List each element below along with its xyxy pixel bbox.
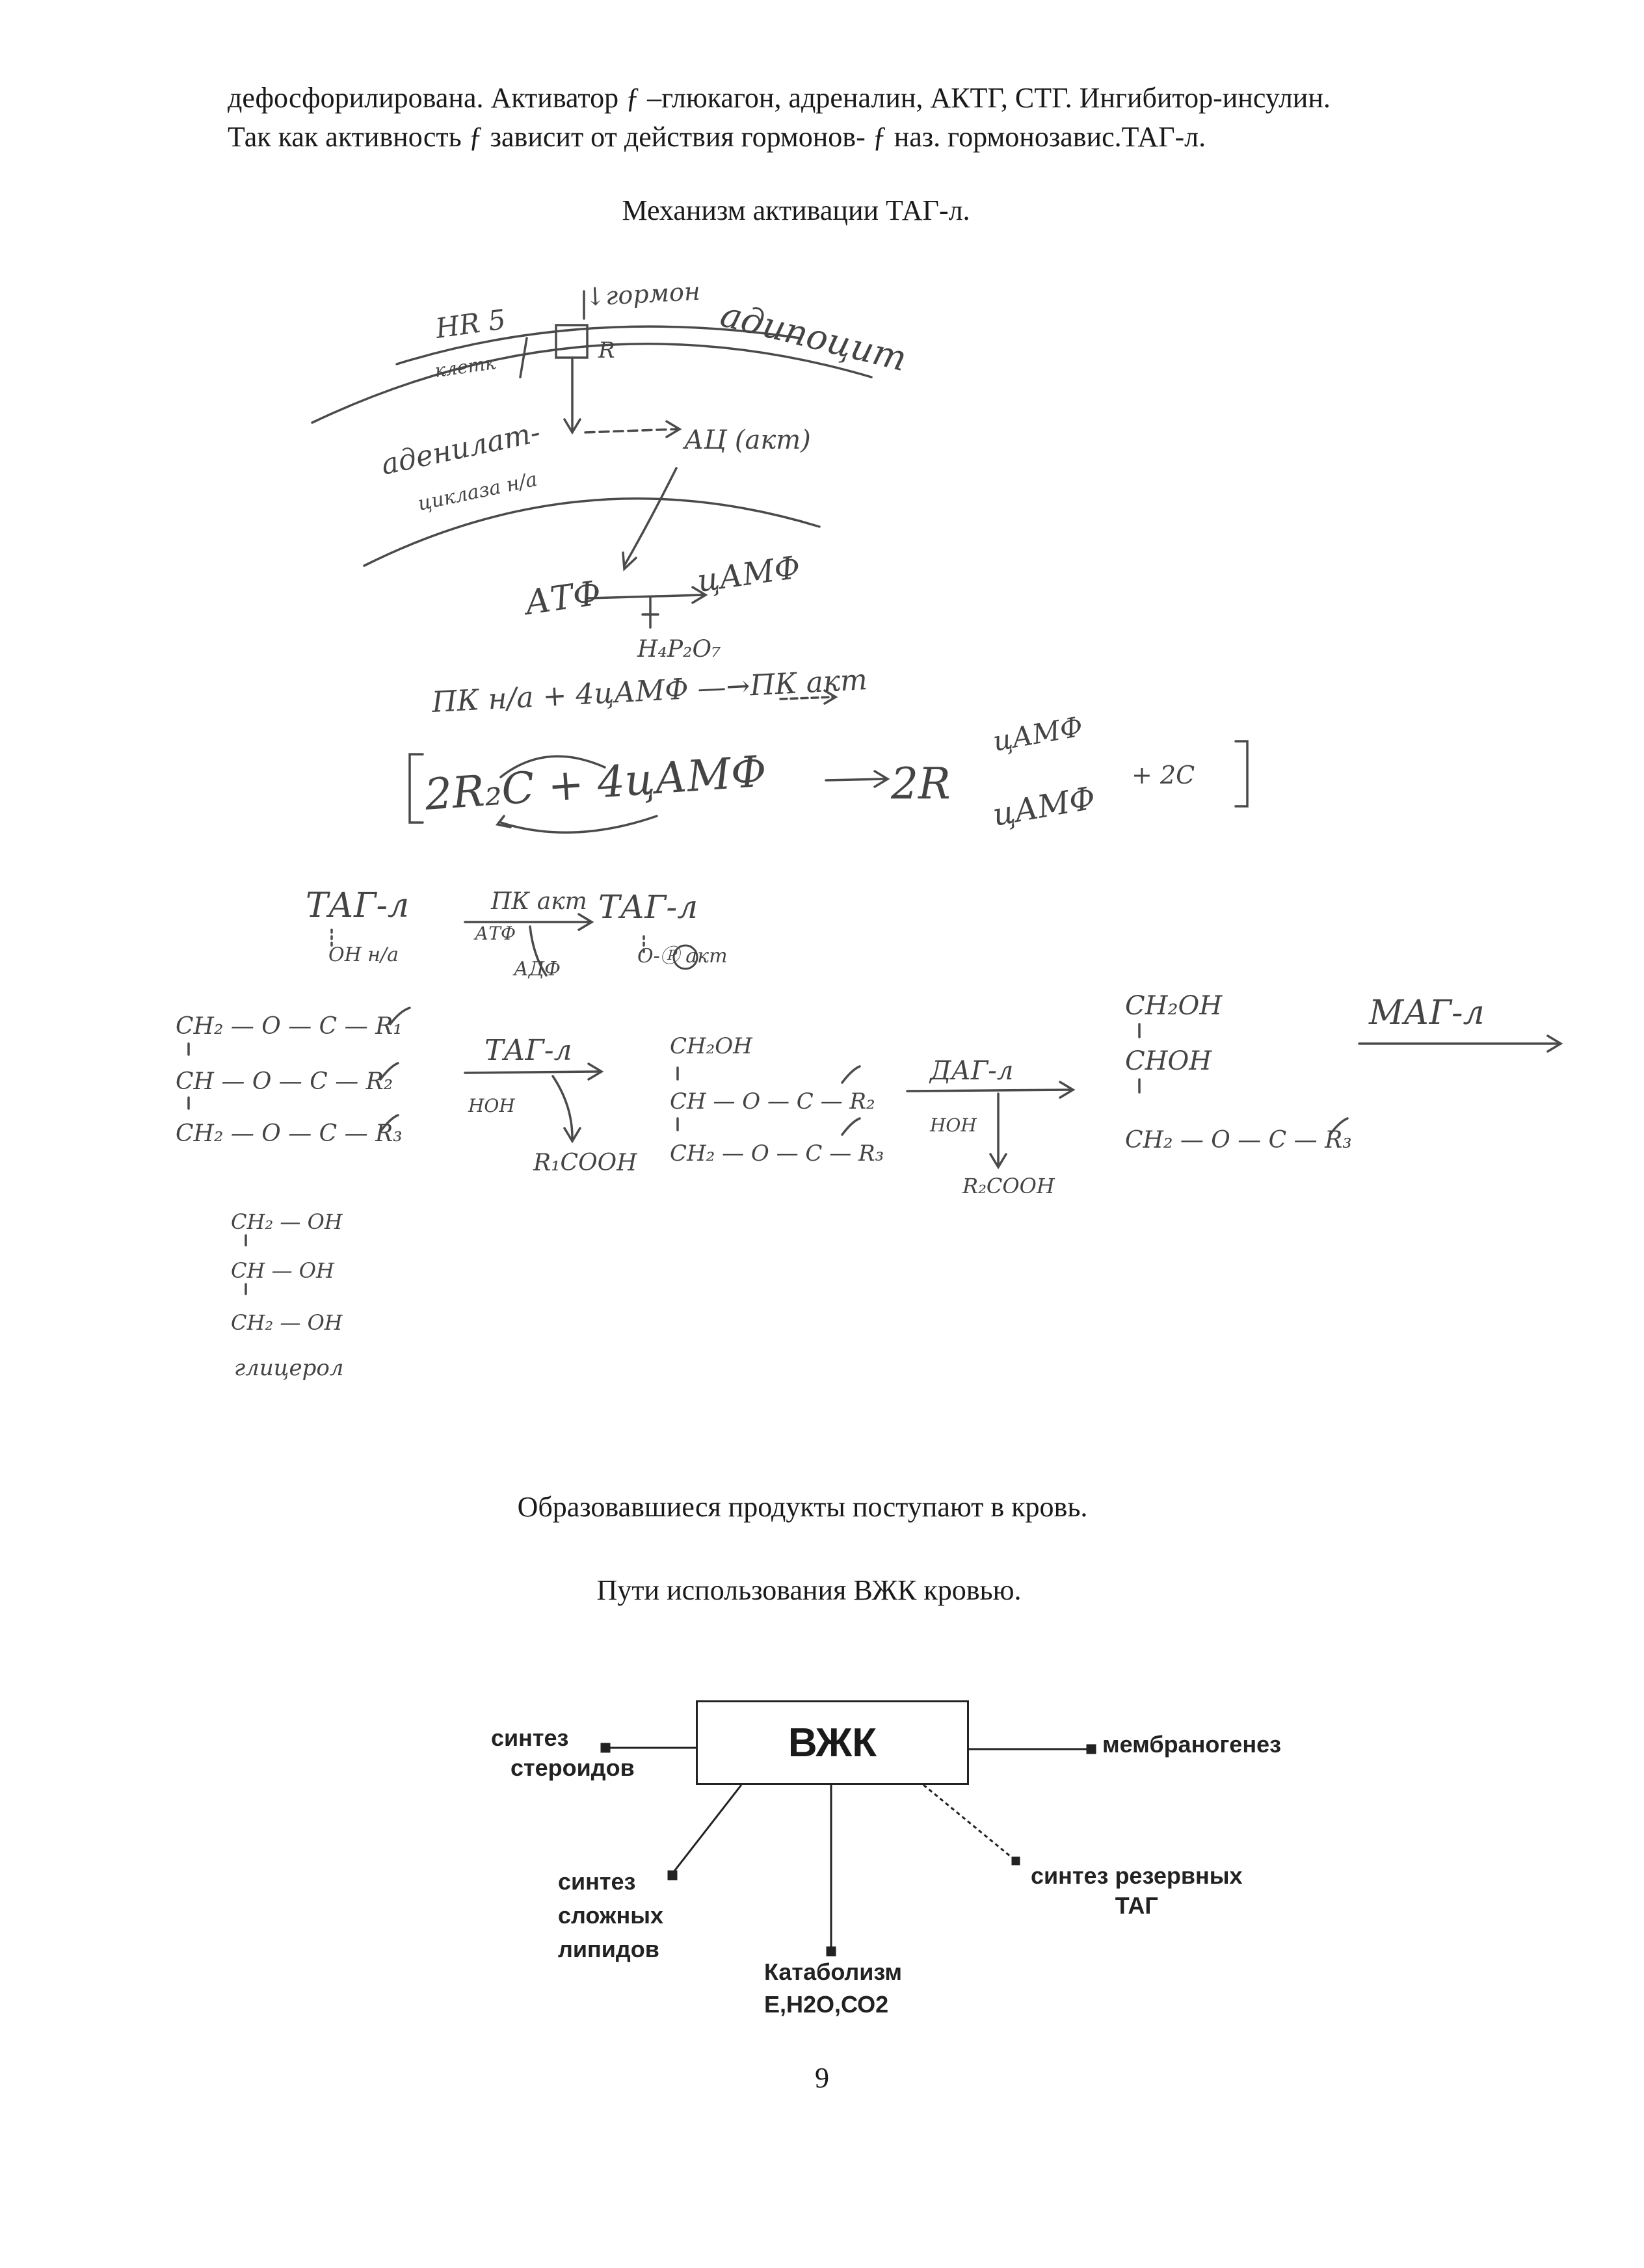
hw-mag-row1: CH₂OH: [1125, 991, 1223, 1021]
hw-oh-na: ОН н/а: [328, 943, 399, 966]
hw-tag-l: ТАГ-л: [306, 886, 410, 925]
hw-pk-eq: ПК н/а + 4цАМФ —→ПК акт: [431, 663, 869, 719]
hw-arrow1-top: ТАГ-л: [484, 1034, 572, 1067]
hw-arrow2-bot: НОН: [930, 1114, 977, 1136]
hw-camp-top: цАМФ: [990, 710, 1085, 758]
diag-membrane: [1102, 1730, 1281, 1760]
diag-complex-line3: липидов: [558, 1936, 659, 1962]
hw-gly-row1: CH₂ — OH: [231, 1209, 343, 1234]
ffa-title: Пути использования ВЖК кровью.: [596, 1574, 1022, 1606]
diag-reserve: [1031, 1861, 1243, 1921]
diag-membrane-line: мембраногенез: [1102, 1731, 1281, 1758]
diag-steroids-line1: синтез: [491, 1724, 569, 1751]
hw-h4p2o7: Н₄Р₂О₇: [637, 636, 721, 663]
hw-2r: 2R: [891, 759, 951, 809]
hw-r1cooh: R₁COOH: [533, 1150, 637, 1176]
left-bracket: [410, 754, 423, 823]
paragraph-line-2: Так как активность ƒ зависит от действия гормонов- ƒ наз. гормонозавис.ТАГ-л.: [228, 121, 1206, 153]
hw-camp: цАМФ: [695, 549, 802, 600]
cell-membrane-curve: [312, 344, 871, 423]
hw-pk-act: ПК акт: [491, 888, 587, 915]
hw-r2cooh: R₂COOH: [962, 1174, 1055, 1198]
hw-o-p-act: О-Ⓟ акт: [637, 945, 728, 968]
hw-hormone: ↓гормон: [584, 276, 701, 311]
hw-cell: клетк: [433, 352, 497, 382]
diag-steroids-line2: стероидов: [510, 1754, 635, 1781]
hw-tag-l2: ТАГ-л: [598, 888, 698, 926]
hw-tag-row3: CH₂ — O — C — R₃: [176, 1120, 403, 1147]
hw-camp-bottom: цАМФ: [990, 780, 1098, 834]
mechanism-title: Механизм активации ТАГ-л.: [622, 194, 970, 226]
diag-complex-line2: сложных: [558, 1902, 663, 1929]
hw-big-left: 2R₂C + 4цАМФ: [423, 746, 769, 820]
hw-gly-row3: CH₂ — OH: [231, 1310, 343, 1335]
hw-tag-row1: CH₂ — O — C — R₁: [176, 1013, 403, 1040]
paragraph-line-1: дефосфорилирована. Активатор ƒ –глюкагон, адреналин, АКТГ, СТГ. Ингибитор-инсулин.: [228, 82, 1331, 114]
hw-plus-2c: + 2C: [1132, 761, 1195, 789]
hw-adf: АДФ: [514, 958, 561, 981]
line-to-reserve: [923, 1785, 1014, 1860]
diag-catabolism: [764, 1956, 902, 2021]
diag-catabolism-line1: Катаболизм: [764, 1958, 903, 1985]
diag-complex-line1: синтез: [558, 1868, 636, 1895]
diag-reserve-line1: синтез резервных: [1031, 1862, 1243, 1889]
hw-adenylate: аденилат-: [378, 415, 544, 482]
ffa-center-label: ВЖК: [788, 1720, 877, 1765]
hw-arrow1-bot: НОН: [468, 1095, 515, 1116]
ffa-center-box: [696, 1700, 969, 1785]
page-number: 9: [815, 2062, 829, 2094]
diag-reserve-line2: ТАГ: [1115, 1892, 1158, 1919]
hw-glycerol: глицерол: [234, 1355, 344, 1381]
hw-r: R: [598, 337, 615, 363]
blood-text: Образовавшиеся продукты поступают в кровь.: [517, 1491, 1088, 1523]
hw-mag-arrow: МАГ-л: [1369, 994, 1485, 1033]
hw-mag-row2: CHOH: [1125, 1046, 1212, 1076]
hw-dag-row1: CH₂OH: [670, 1033, 752, 1059]
hw-adipocyte: адипоцит: [716, 293, 911, 380]
hw-hr: HR 5: [433, 303, 508, 345]
right-bracket: [1236, 741, 1247, 806]
line-to-complex-lipids: [673, 1785, 741, 1873]
hw-mag-row3: CH₂ — O — C — R₃: [1125, 1127, 1352, 1154]
hw-dag-row3: CH₂ — O — C — R₃: [670, 1141, 884, 1167]
hw-gly-row2: CH — OH: [231, 1258, 334, 1283]
diag-steroids: [491, 1723, 635, 1783]
hw-dag-row2: CH — O — C — R₂: [670, 1088, 875, 1114]
hw-arrow2-top: ДАГ-л: [930, 1056, 1014, 1086]
hw-atp: АТФ: [522, 574, 603, 623]
hw-atf-small: АТФ: [475, 923, 516, 944]
hw-cyclase: циклаза н/а: [416, 468, 540, 516]
diag-complex: [558, 1865, 663, 1966]
hw-ac: АЦ (акт): [684, 425, 811, 455]
diag-catabolism-line2: Е,Н2О,СО2: [764, 1991, 889, 2018]
hw-tag-row2: CH — O — C — R₂: [176, 1068, 393, 1095]
